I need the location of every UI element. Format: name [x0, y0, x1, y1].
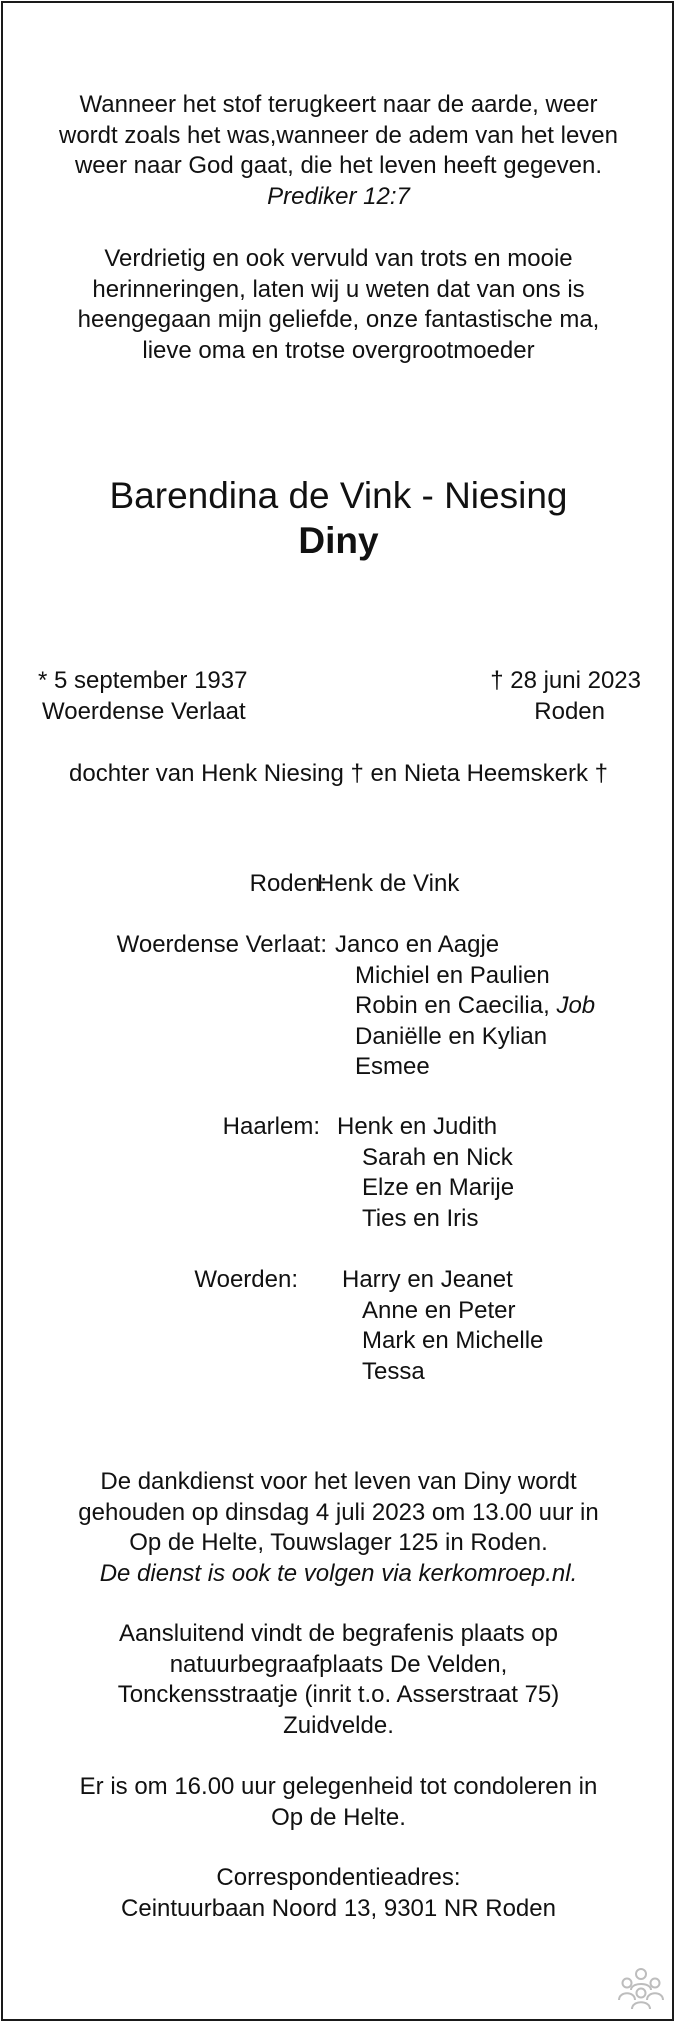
family-member: Henk en Judith	[337, 1113, 498, 1140]
burial-line: Zuidvelde.	[283, 1711, 394, 1739]
family-member-italic: Job	[556, 992, 596, 1019]
burial-line: natuurbegraafplaats De Velden,	[169, 1650, 508, 1678]
family-member: Sarah en Nick	[362, 1143, 513, 1171]
family-member: Ties en Iris	[362, 1204, 479, 1232]
death-info	[490, 666, 641, 727]
family-member: Anne en Peter	[362, 1296, 516, 1324]
family-place-woerden: Woerden:	[194, 1266, 298, 1293]
family-list-haarlem	[337, 1112, 514, 1234]
family-place-roden: Roden:	[249, 870, 327, 897]
intro-line: lieve oma en trotse overgrootmoeder	[142, 336, 535, 364]
burial-line: Aansluitend vindt de begrafenis plaats op	[119, 1620, 558, 1647]
condolence-text	[0, 1772, 677, 1833]
family-place-woerdense-verlaat: Woerdense Verlaat:	[116, 931, 327, 958]
condolence-line: Op de Helte.	[271, 1803, 406, 1831]
correspondence-address: Ceintuurbaan Noord 13, 9301 NR Roden	[121, 1894, 556, 1922]
service-line: De dankdienst voor het leven van Diny wordt	[100, 1468, 577, 1495]
family-list-roden	[317, 869, 459, 900]
birth-info	[38, 666, 247, 727]
verse-text	[0, 90, 677, 212]
verse-reference: Prediker 12:7	[267, 182, 410, 210]
family-member: Janco en Aagje	[335, 931, 500, 958]
family-member: Esmee	[355, 1053, 430, 1080]
verse-line: wordt zoals het was,wanneer de adem van het leven	[59, 121, 618, 149]
birth-date: * 5 september 1937	[38, 667, 248, 694]
service-line: Op de Helte, Touwslager 125 in Roden.	[129, 1529, 548, 1556]
parents-line: dochter van Henk Niesing † en Nieta Heemskerk †	[69, 760, 608, 787]
family-member: Harry en Jeanet	[342, 1266, 513, 1293]
people-group-icon	[617, 1966, 665, 2010]
family-place-haarlem: Haarlem:	[222, 1113, 320, 1140]
intro-line: herinneringen, laten wij u weten dat van ons is	[92, 275, 585, 303]
verse-line: Wanneer het stof terugkeert naar de aarde, weer	[79, 91, 598, 118]
deceased-nickname: Diny	[298, 520, 379, 561]
death-date: † 28 juni 2023	[490, 667, 641, 694]
family-member: Daniëlle en Kylian	[355, 1022, 548, 1050]
intro-line: heengegaan mijn geliefde, onze fantastische ma,	[77, 306, 600, 333]
family-member: Robin en Caecilia, Job	[355, 992, 596, 1019]
service-text	[0, 1467, 677, 1589]
family-member: Elze en Marije	[362, 1174, 515, 1201]
correspondence-label: Correspondentieadres:	[216, 1864, 461, 1891]
birth-place: Woerdense Verlaat	[42, 697, 246, 725]
death-place: Roden	[534, 697, 605, 725]
family-list-woerdense-verlaat	[335, 930, 595, 1083]
family-member: Tessa	[362, 1357, 425, 1385]
verse-line: weer naar God gaat, die het leven heeft gegeven.	[74, 152, 603, 179]
intro-text	[0, 244, 677, 366]
service-line: gehouden op dinsdag 4 juli 2023 om 13.00 uur in	[78, 1498, 599, 1526]
correspondence	[0, 1863, 677, 1924]
family-list-woerden	[342, 1265, 543, 1387]
stream-notice: De dienst is ook te volgen via kerkomroep.nl.	[99, 1559, 578, 1587]
burial-text	[0, 1619, 677, 1741]
family-member: Henk de Vink	[317, 870, 460, 897]
condolence-line: Er is om 16.00 uur gelegenheid tot condoleren in	[79, 1773, 598, 1800]
burial-line: Tonckensstraatje (inrit t.o. Asserstraat 75)	[117, 1681, 560, 1708]
intro-line: Verdrietig en ook vervuld van trots en mooie	[104, 245, 573, 272]
family-member: Mark en Michelle	[362, 1327, 544, 1354]
family-member: Michiel en Paulien	[355, 961, 550, 989]
deceased-name: Barendina de Vink - Niesing	[109, 475, 568, 516]
